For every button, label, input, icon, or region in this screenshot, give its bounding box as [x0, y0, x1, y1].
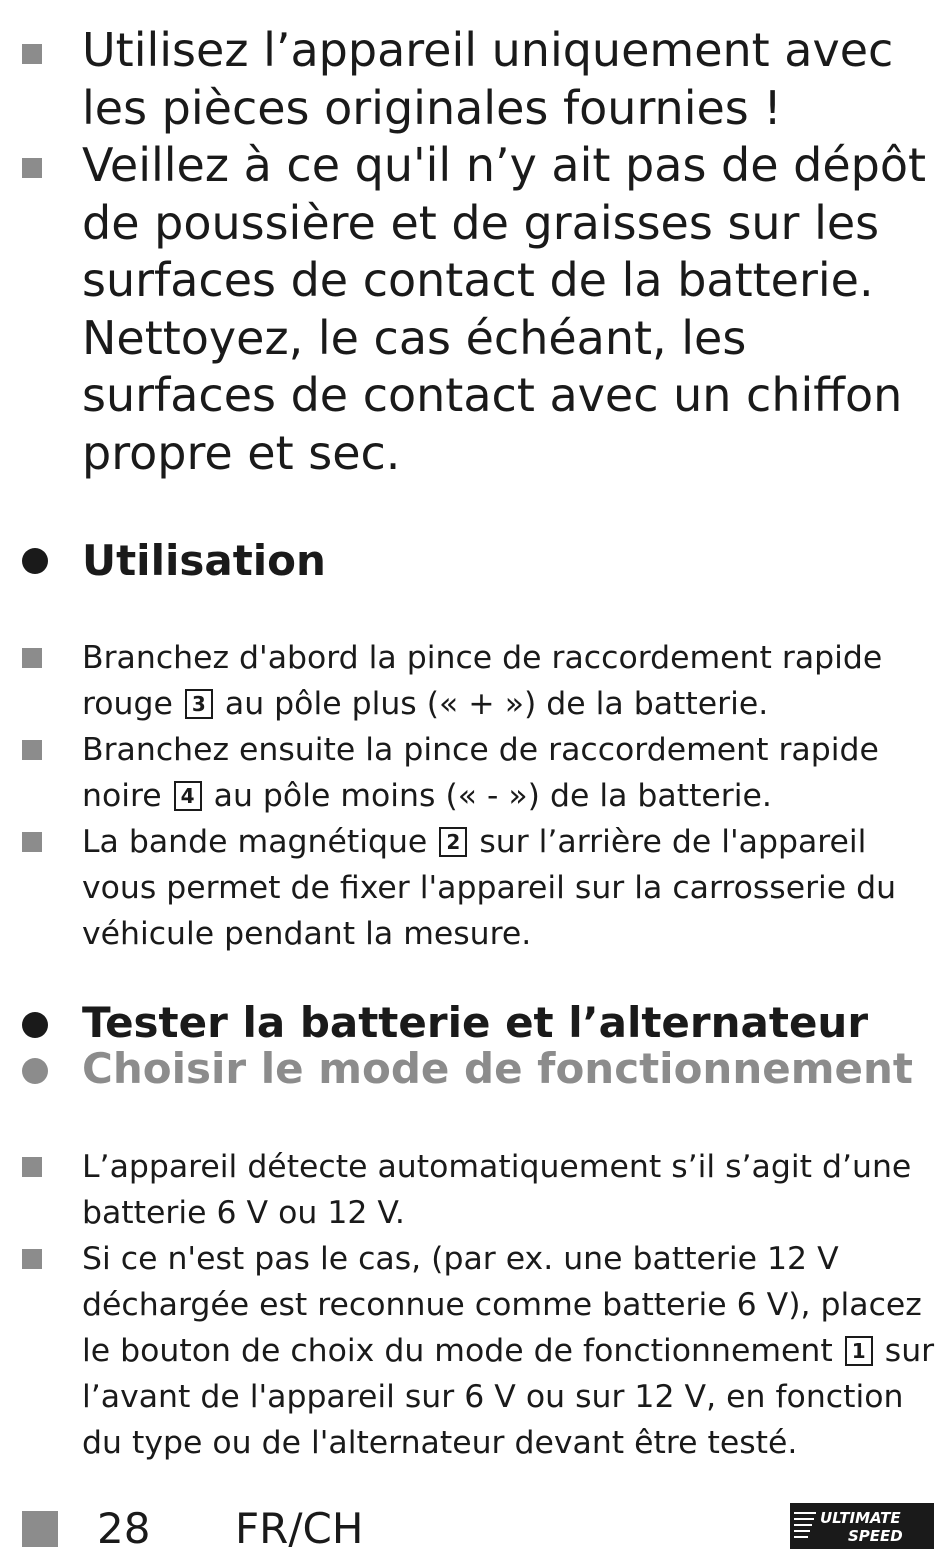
reference-number-box: 2: [439, 827, 467, 857]
item-text: sur l’avant de l'appareil sur 6 V ou sur 12 V, en fonction du type ou de l'alternateur devant être testé.: [82, 1333, 935, 1461]
ultimate-speed-logo: [790, 1503, 934, 1549]
item-text: au pôle plus (« + ») de la batterie.: [214, 686, 769, 722]
item-text: La bande magnétique: [82, 824, 438, 860]
item-text: Branchez ensuite la pince de raccordement rapide noire: [82, 732, 879, 814]
intro-bullet-1: Utilisez l’appareil uniquement avec les pièces originales fournies !: [82, 23, 894, 135]
section-bullet-icon: [22, 548, 48, 574]
reference-number-box: 1: [845, 1336, 873, 1366]
list-item: [82, 1144, 944, 1236]
reference-number-box: 4: [174, 781, 202, 811]
bullet-square-icon: [22, 1249, 42, 1269]
item-text: Si ce n'est pas le cas, (par ex. une batterie 12 V déchargée est reconnue comme batterie 6 V), placez le bouton de choix du mode de fonctionnement: [82, 1241, 922, 1369]
logo-text-line2: SPEED: [848, 1527, 903, 1545]
section-heading-utilisation: Utilisation: [82, 536, 326, 585]
list-item: [82, 635, 944, 727]
intro-bullet-2: Veillez à ce qu'il n’y ait pas de dépôt de poussière et de graisses sur les surfaces de contact de la batterie. Nettoyez, le cas échéant, les surfaces de contact avec un chiffon propre et sec.: [82, 138, 927, 480]
item-text: L’appareil détecte automatiquement s’il s’agit d’une batterie 6 V ou 12 V.: [82, 1149, 912, 1231]
section-bullet-icon: [22, 1058, 48, 1084]
list-item: [82, 1236, 944, 1466]
logo-text-line1: ULTIMATE: [820, 1509, 901, 1527]
bullet-square-icon: [22, 44, 42, 64]
page-number: 28: [97, 1504, 151, 1553]
bullet-square-icon: [22, 740, 42, 760]
reference-number-box: 3: [185, 689, 213, 719]
footer-square-icon: [22, 1511, 58, 1547]
language-code: FR/CH: [235, 1504, 364, 1553]
item-text: sur l’arrière de l'appareil vous permet de fixer l'appareil sur la carrosserie du véhicule pendant la mesure.: [82, 824, 897, 952]
section-bullet-icon: [22, 1012, 48, 1038]
bullet-square-icon: [22, 158, 42, 178]
section-subheading-mode: Choisir le mode de fonctionnement: [82, 1044, 913, 1093]
bullet-square-icon: [22, 648, 42, 668]
section-heading-tester: Tester la batterie et l’alternateur: [82, 998, 869, 1047]
logo-graphic: [790, 1503, 934, 1549]
item-text: Branchez d'abord la pince de raccordement rapide rouge: [82, 640, 883, 722]
item-text: au pôle moins (« - ») de la batterie.: [203, 778, 772, 814]
bullet-square-icon: [22, 832, 42, 852]
bullet-square-icon: [22, 1157, 42, 1177]
list-item: [82, 819, 944, 957]
list-item: [82, 727, 944, 819]
